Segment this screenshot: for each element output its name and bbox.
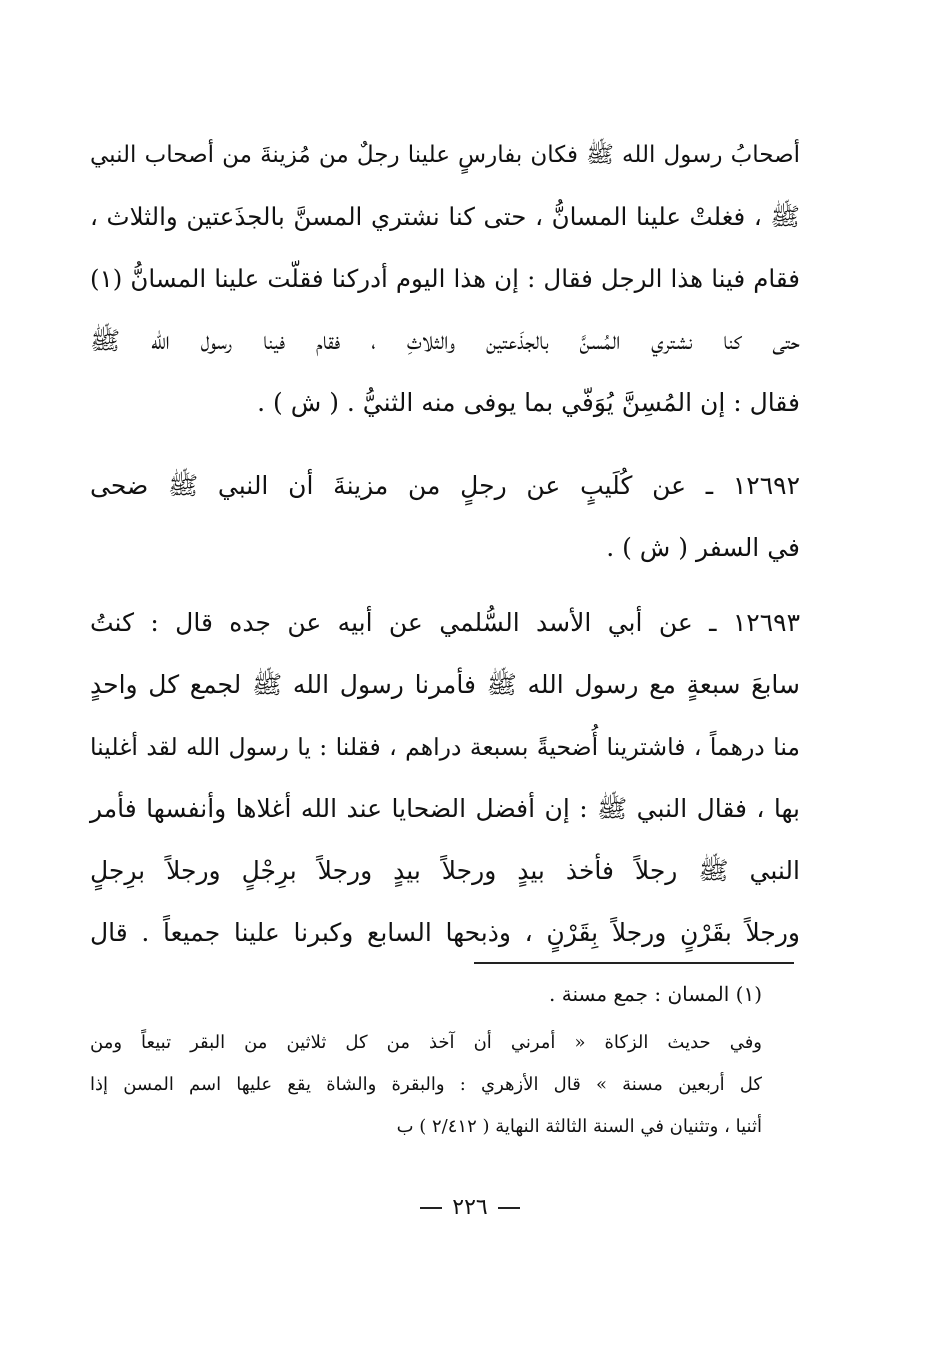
footnote-line: كل أربعين مسنة » قال الأزهري : والبقرة والشاة يقع عليها اسم المسن إذا [90, 1074, 762, 1095]
text-line: ١٢٦٩٢ ـ عن كُلَيبٍ عن رجلٍ من مزينةَ أن النبي ﷺ ضحى [90, 471, 800, 500]
text-line: منا درهماً ، فاشترينا أُضحيةً بسبعة دراهم ، فقلنا : يا رسول الله لقد أغلينا [90, 733, 800, 761]
text-line: ١٢٦٩٣ ـ عن أبي الأسد السُّلمي عن أبيه عن جده قال : كنتُ [90, 608, 800, 637]
paragraph-hadith-12693 [90, 592, 800, 964]
text-line: ﷺ ، فغلتْ علينا المسانُّ ، حتى كنا نشتري المسنَّ بالجذَعتين والثلاث ، [90, 202, 800, 231]
page-number-value: ٢٢٦ [452, 1195, 488, 1220]
text-line: فقال : إن المُسِنَّ يُوَفّي بما يوفى منه الثنيُّ . ( ش ) . [257, 388, 800, 417]
dash-left [498, 1207, 520, 1209]
footnote-line: أثنيا ، وتثنيان في السنة الثالثة النهاية ( ٢/٤١٢ ) ب [396, 1116, 762, 1137]
footnote-separator [474, 962, 794, 964]
paragraph-hadith-12692 [90, 455, 800, 579]
text-line: ورجلاً بقَرْنٍ ورجلاً بِقَرْنٍ ، وذبحها السابع وكبرنا علينا جميعاً . قال [90, 918, 800, 947]
dash-right [420, 1207, 442, 1209]
footnote-explanation [90, 1022, 762, 1148]
footnote-1: (١) المسان : جمع مسنة . [549, 982, 762, 1006]
text-line: النبي ﷺ رجلاً فأخذ بيدٍ ورجلاً بيدٍ ورجلاً برِجْلٍ ورجلاً برِجلٍ [90, 856, 800, 885]
text-line: فقام فينا هذا الرجل فقال : إن هذا اليوم أدركنا فقلّت علينا المسانُّ (١) [90, 264, 800, 293]
text-line: سابعَ سبعةٍ مع رسول الله ﷺ فأمرنا رسول الله ﷺ لجمع كل واحدٍ [90, 670, 800, 699]
page-number [0, 1188, 940, 1228]
text-line: بها ، فقال النبي ﷺ : إن أفضل الضحايا عند الله أغلاها وأنفسها فأمر [90, 794, 800, 823]
paragraph-hadith-continued [90, 124, 800, 434]
footnote-line: وفي حديث الزكاة « أمرني أن آخذ من كل ثلاثين من البقر تبيعاً ومن [90, 1032, 762, 1053]
text-line: حتى كنا نشتري المُسنَّ بالجذَعتين والثلاثِ ، فقام فينا رسول الله ﷺ [90, 326, 800, 355]
text-line: أصحابُ رسول الله ﷺ فكان بفارسٍ علينا رجلٌ من مُزينةَ من أصحاب النبي [90, 142, 800, 168]
text-line: في السفر ( ش ) . [606, 533, 800, 562]
